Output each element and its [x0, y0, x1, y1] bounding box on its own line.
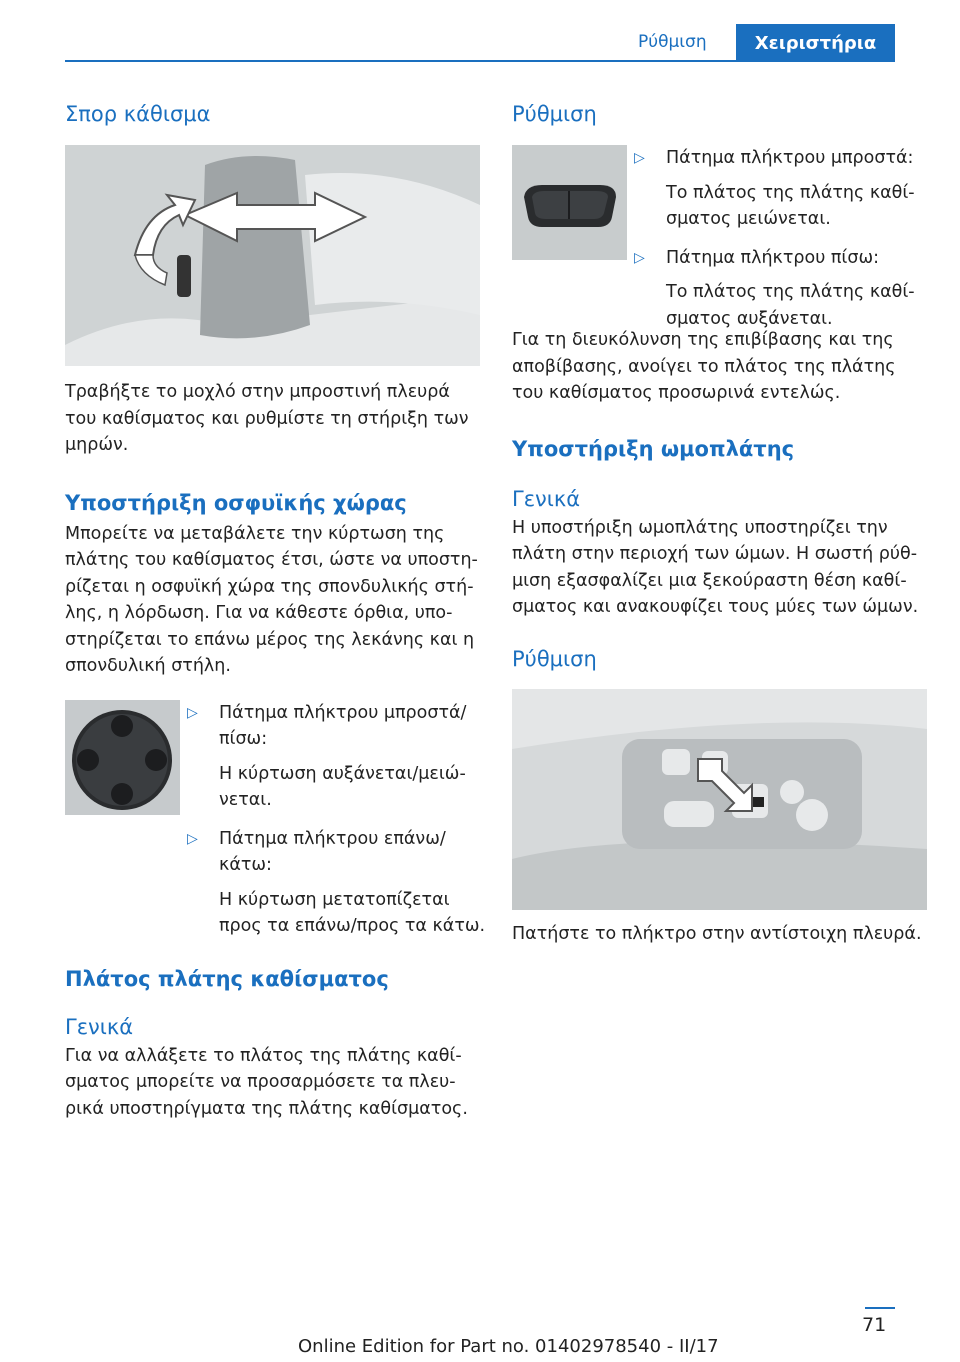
triangle-right-icon: ▷: [187, 830, 198, 847]
header-rule: [65, 60, 895, 62]
shoulder-setting-heading: Ρύθμιση: [512, 646, 597, 671]
header-chapter-tab: Χειριστήρια: [736, 24, 895, 62]
lumbar-bullet-item: [187, 826, 487, 940]
width-setting-heading: Ρύθμιση: [512, 102, 597, 126]
width-controls: [512, 145, 932, 329]
triangle-right-icon: ▷: [634, 249, 645, 266]
lumbar-bullet-item: [187, 700, 487, 814]
lumbar-text: Μπορείτε να μεταβάλετε την κύρτωση της πλάτης του καθίσματος έτσι, ώστε να υποστηρίζεται η οσφυϊκή χώρα της σπονδυλικής στήλης, η λόρδωση. Για να κάθεστε όρθια, υποστηρίζεται το επάνω μέρος της λεκάνης και η σπονδυλική στήλη.: [65, 523, 478, 676]
bullet-action: Πάτημα πλήκτρου μπροστά/πίσω:: [219, 702, 467, 749]
width-bullet-list: [634, 145, 934, 332]
triangle-right-icon: ▷: [187, 704, 198, 721]
bullet-result: Το πλάτος της πλάτης καθίσματος αυξάνεται.: [666, 282, 915, 329]
shoulder-general-text: Η υποστήριξη ωμοπλάτης υποστηρίζει την πλάτη στην περιοχή των ώμων. Η σωστή ρύθμιση εξασφαλίζει μια ξεκούραστη θέση καθίσματος και ανακουφίζει τους μύες των ώμων.: [512, 517, 919, 617]
seat-width-heading: Πλάτος πλάτης καθίσματος: [65, 966, 389, 991]
width-bullet-item: [634, 145, 934, 233]
lumbar-controls: [65, 700, 485, 960]
lumbar-switch-image: [65, 700, 180, 815]
seat-width-general-text: Για να αλλάξετε το πλάτος της πλάτης καθίσματος μπορείτε να προσαρμόσετε τα πλευρικά υποστηρίγματα της πλάτης καθίσματος.: [65, 1045, 468, 1119]
triangle-right-icon: ▷: [634, 150, 645, 166]
lumbar-bullet-list: [187, 700, 487, 940]
sport-seat-text: Τραβήξτε το μοχλό στην μπροστινή πλευρά του καθίσματος και ρυθμίστε τη στήριξη των μηρών.: [65, 382, 469, 455]
sport-seat-heading: Σπορ κάθισμα: [65, 102, 211, 126]
seat-width-general-heading: Γενικά: [65, 1014, 134, 1039]
width-switch-image: [512, 145, 627, 260]
width-bullet-item: [634, 245, 934, 333]
edition-footer: Online Edition for Part no. 01402978540 - II/17: [298, 1336, 719, 1357]
bullet-result: Η κύρτωση μετατοπίζεται προς τα επάνω/προς τα κάτω.: [219, 889, 486, 936]
shoulder-support-heading: Υποστήριξη ωμοπλάτης: [512, 436, 795, 461]
lumbar-heading: Υποστήριξη οσφυϊκής χώρας: [65, 490, 407, 515]
header-section-title: Ρύθμιση: [638, 32, 707, 52]
shoulder-switch-image: [512, 689, 927, 910]
sport-seat-image: [65, 145, 480, 366]
bullet-action: Πάτημα πλήκτρου επάνω/κάτω:: [219, 828, 446, 875]
width-note-text: Για τη διευκόλυνση της επιβίβασης και της αποβίβασης, ανοίγει το πλάτος της πλάτης του καθίσματος προσωρινά εντελώς.: [512, 330, 896, 403]
bullet-action: Πάτημα πλήκτρου πίσω:: [666, 247, 879, 268]
page-number: 71: [862, 1314, 887, 1336]
bullet-action: Πάτημα πλήκτρου μπροστά:: [666, 148, 914, 168]
bullet-result: Η κύρτωση αυξάνεται/μειώνεται.: [219, 763, 466, 810]
bullet-result: Το πλάτος της πλάτης καθίσματος μειώνεται.: [666, 182, 915, 229]
shoulder-general-heading: Γενικά: [512, 486, 581, 511]
left-column: [65, 100, 485, 1122]
right-column: [512, 100, 932, 947]
footer-rule: [865, 1307, 895, 1309]
shoulder-setting-text: Πατήστε το πλήκτρο στην αντίστοιχη πλευρά.: [512, 923, 922, 944]
